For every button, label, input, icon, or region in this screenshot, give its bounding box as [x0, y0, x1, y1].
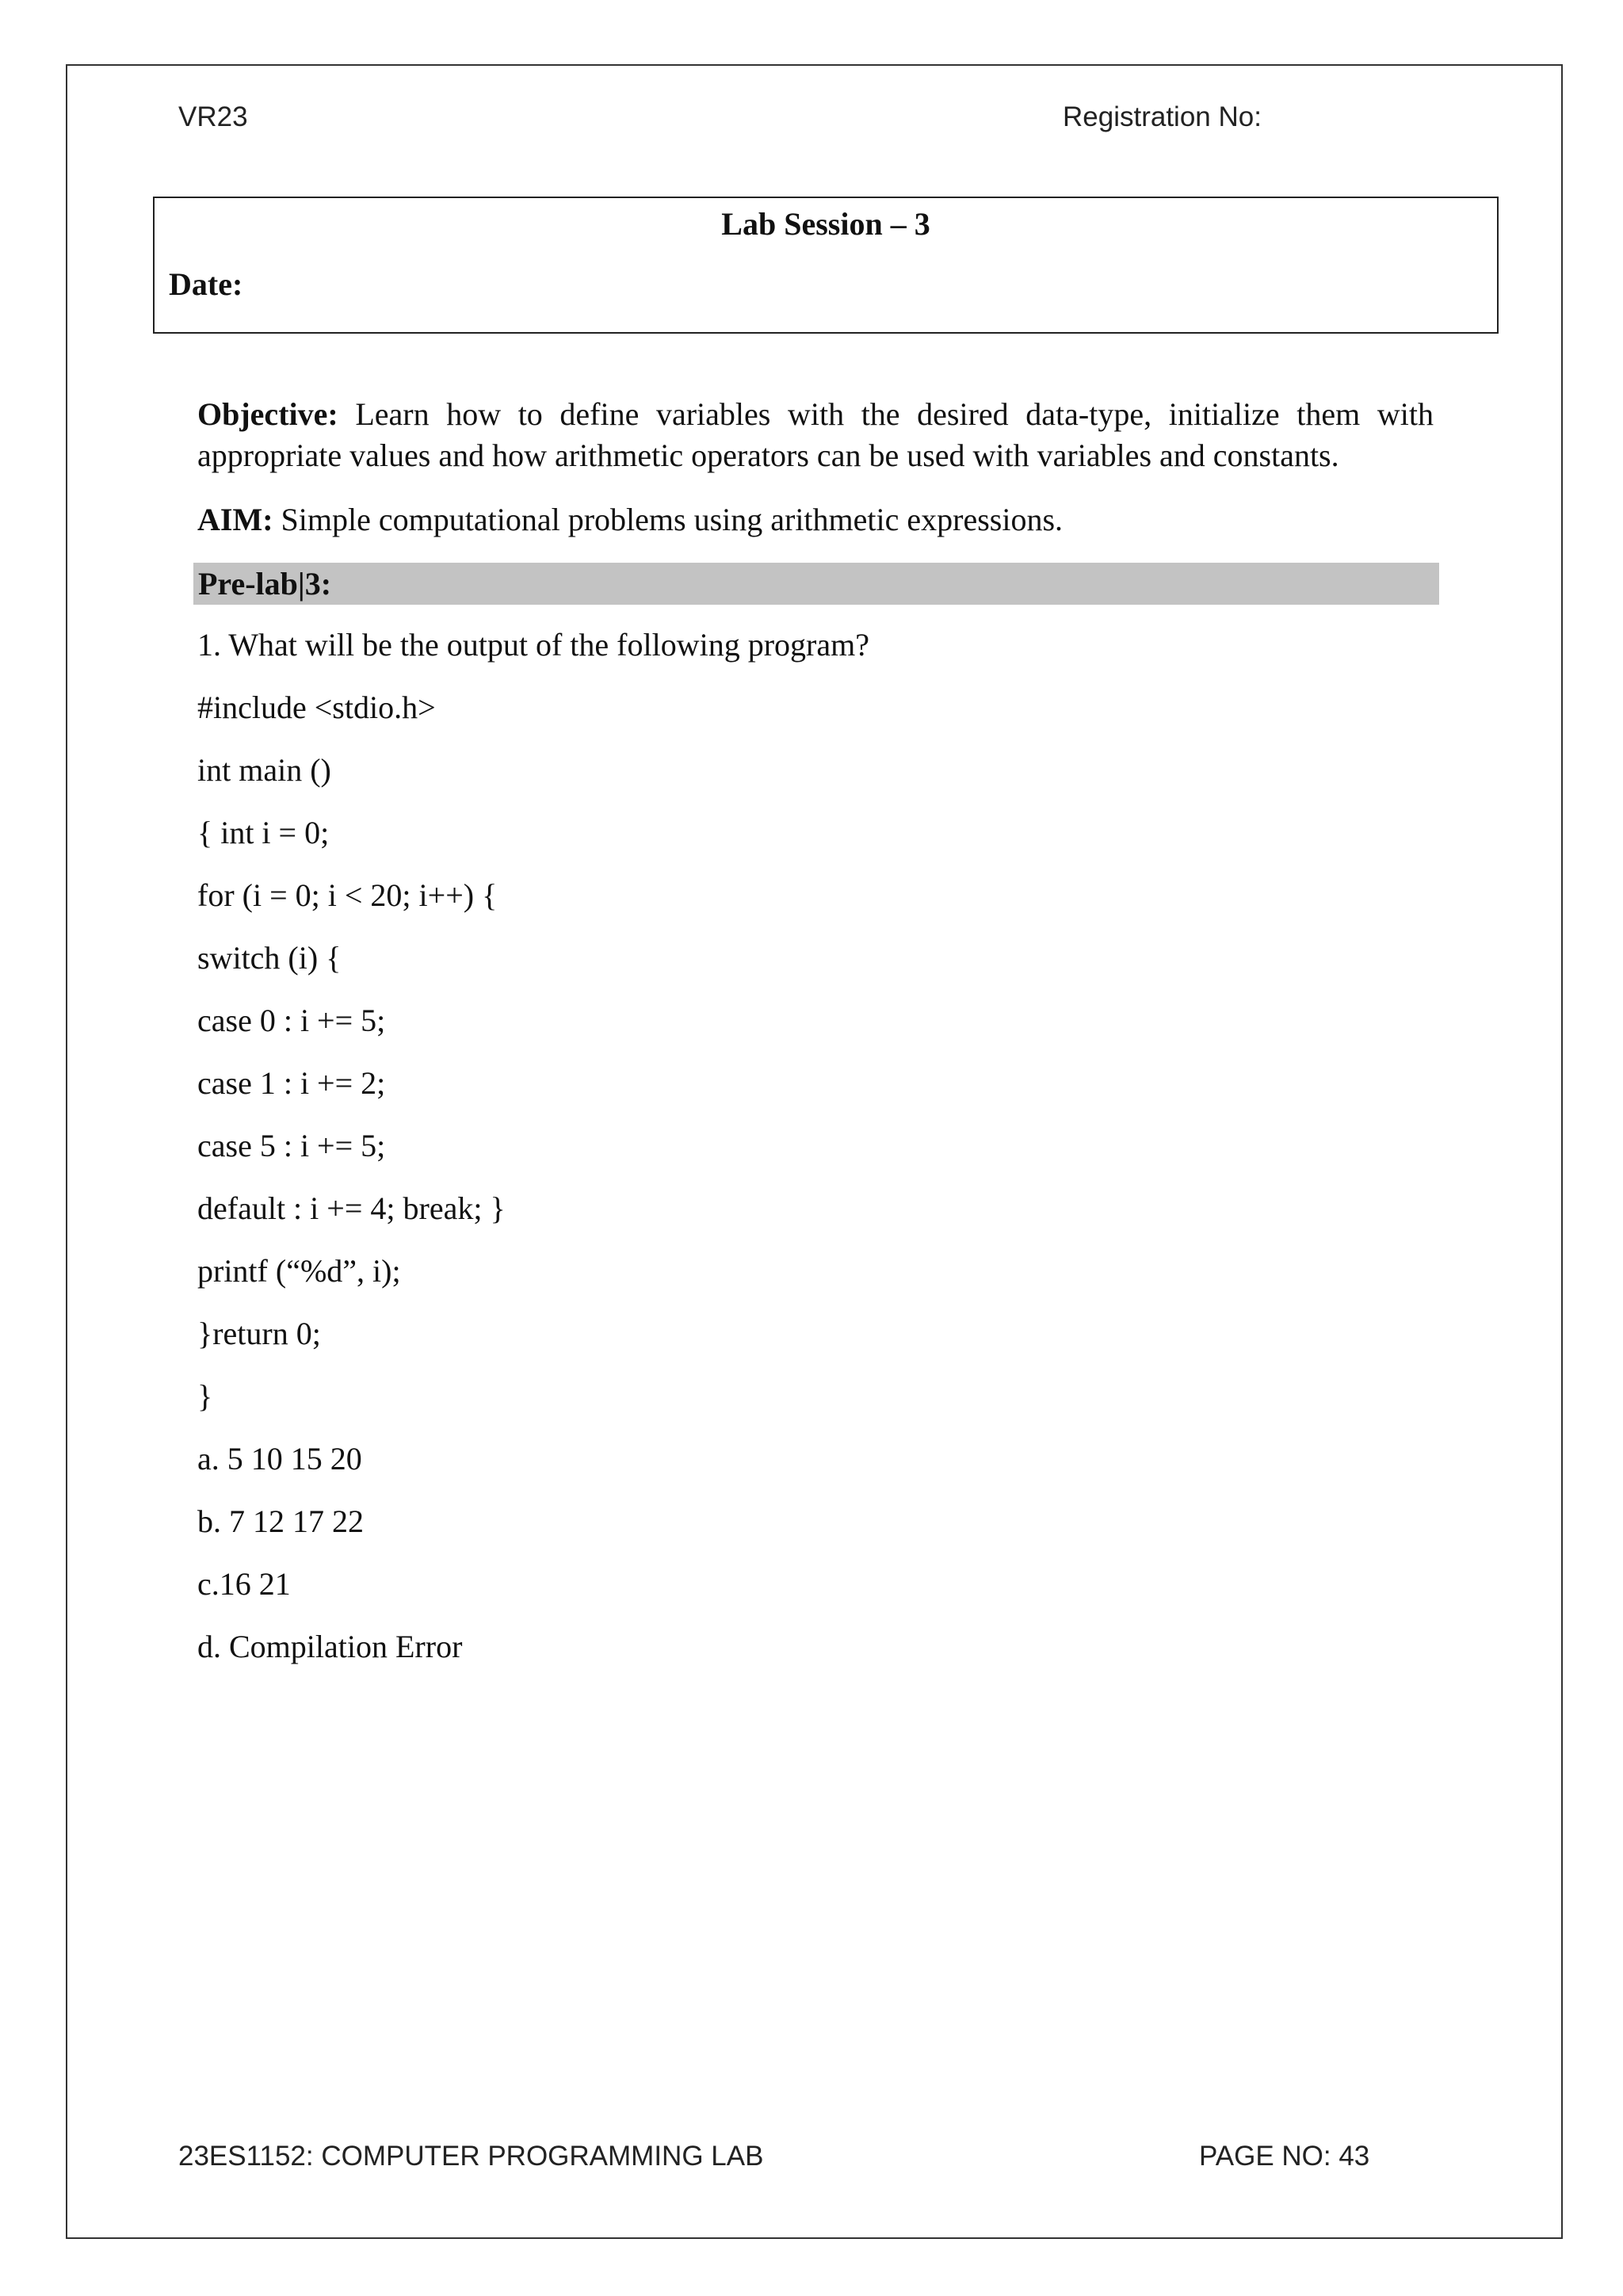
objective-paragraph — [197, 394, 1434, 476]
option-c: c.16 21 — [197, 1566, 291, 1602]
question-text: 1. What will be the output of the following program? — [197, 627, 869, 663]
aim-paragraph — [197, 499, 1434, 541]
session-box — [153, 197, 1499, 334]
option-a: a. 5 10 15 20 — [197, 1441, 362, 1477]
registration-label: Registration No: — [1063, 101, 1262, 132]
footer-course: 23ES1152: COMPUTER PROGRAMMING LAB — [178, 2141, 764, 2172]
option-b: b. 7 12 17 22 — [197, 1503, 364, 1539]
objective-label: Objective: — [197, 396, 338, 432]
code-line: #include <stdio.h> — [197, 690, 436, 725]
code-line: } — [197, 1378, 213, 1414]
code-line: printf (“%d”, i); — [197, 1253, 401, 1289]
aim-label: AIM: — [197, 502, 273, 537]
option-d: d. Compilation Error — [197, 1629, 463, 1664]
prelab-bar — [193, 563, 1439, 605]
code-line: case 5 : i += 5; — [197, 1128, 386, 1163]
code-line: { int i = 0; — [197, 815, 330, 850]
aim-text: Simple computational problems using arithmetic expressions. — [273, 502, 1064, 537]
code-line: int main () — [197, 752, 331, 788]
objective-text: Learn how to define variables with the desired data-type, initialize them with appropriate values and how arithmetic operators can be used with variables and constants. — [197, 396, 1434, 473]
code-line: case 1 : i += 2; — [197, 1065, 386, 1101]
code-line: }return 0; — [197, 1316, 321, 1351]
code-line: switch (i) { — [197, 940, 342, 976]
session-title: Lab Session – 3 — [721, 206, 930, 242]
code-line: case 0 : i += 5; — [197, 1003, 386, 1038]
header-code: VR23 — [178, 101, 248, 132]
date-label: Date: — [169, 266, 243, 302]
page-number: PAGE NO: 43 — [1199, 2141, 1370, 2172]
prelab-label: Pre-lab|3: — [198, 566, 332, 602]
code-line: default : i += 4; break; } — [197, 1190, 506, 1226]
code-line: for (i = 0; i < 20; i++) { — [197, 877, 498, 913]
